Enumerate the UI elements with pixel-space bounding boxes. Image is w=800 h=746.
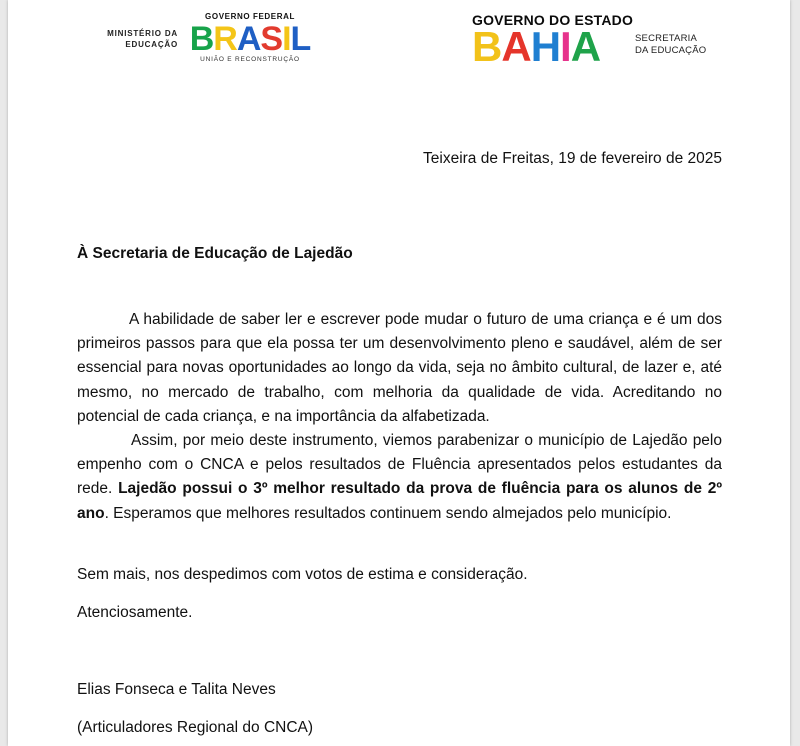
brasil-wordmark [189, 20, 311, 58]
state-secretariat-line-1: SECRETARIA [635, 33, 698, 44]
brasil-letter-6: L [290, 20, 311, 58]
mec-line-2: EDUCAÇÃO [125, 40, 178, 49]
bahia-wordmark-text [472, 23, 601, 70]
state-logo-title: GOVERNO DO ESTADO [472, 12, 634, 28]
letter-regards: Atenciosamente. [77, 604, 193, 621]
brasil-letter-3: A [236, 20, 261, 58]
federal-government-logo [189, 12, 311, 63]
paragraph-2-start: Assim, por meio deste instrumento, viemos parabenizar o município de Lajedão pelo empenho com o CNCA e pelos resultados de Fluência apresentados pelos estudantes da rede. [77, 432, 722, 498]
state-government-logo [472, 12, 712, 70]
paragraph-2-end: . Esperamos que melhores resultados continuem sendo almejados pelo município. [104, 504, 672, 522]
bahia-letter-2: A [501, 23, 531, 70]
bahia-letter-4: I [560, 23, 571, 70]
letter-date: Teixeira de Freitas, 19 de fevereiro de 2025 [423, 150, 722, 167]
state-secretariat-line-2: DA EDUCAÇÃO [635, 45, 707, 56]
paragraph-2-highlight: Lajedão possui o 3º melhor resultado da prova de fluência para os alunos de 2º ano [77, 480, 722, 522]
paragraph-2 [77, 429, 722, 526]
letter-body [77, 308, 722, 526]
bahia-wordmark [472, 23, 632, 70]
federal-logo-title: GOVERNO FEDERAL [205, 12, 295, 21]
brasil-letter-4: S [260, 20, 283, 58]
paragraph-1: A habilidade de saber ler e escrever pode mudar o futuro de uma criança e é um dos primeiros passos para que ela possa ter um desenvolvimento pleno e saudável, além de ser essencial para novas oportunidades ao longo da vida, seja no âmbito cultural, de lazer e, até mesmo, no mercado de trabalho, com melhoria da qualidade de vida. Acreditando no potencial de cada criança, e na importância da alfabetizada. [77, 311, 722, 425]
bahia-letter-3: H [530, 23, 561, 70]
letter-recipient: À Secretaria de Educação de Lajedão [77, 245, 353, 262]
brasil-letter-5: I [282, 20, 291, 58]
bahia-letter-5: A [570, 23, 601, 70]
letter-page [8, 0, 790, 746]
mec-line-1: MINISTÉRIO DA [107, 29, 178, 38]
letter-signers-role: (Articuladores Regional do CNCA) [77, 719, 314, 736]
letter-signers: Elias Fonseca e Talita Neves [77, 681, 276, 698]
brasil-wordmark-text [190, 20, 311, 58]
letter-closing: Sem mais, nos despedimos com votos de estima e consideração. [77, 566, 528, 583]
brasil-letter-1: B [189, 20, 214, 58]
mec-logo [92, 28, 178, 50]
federal-logo-tagline: UNIÃO E RECONSTRUÇÃO [200, 56, 300, 63]
bahia-letter-1: B [472, 23, 502, 70]
state-secretariat-label [635, 33, 706, 57]
brasil-letter-2: R [213, 20, 237, 58]
